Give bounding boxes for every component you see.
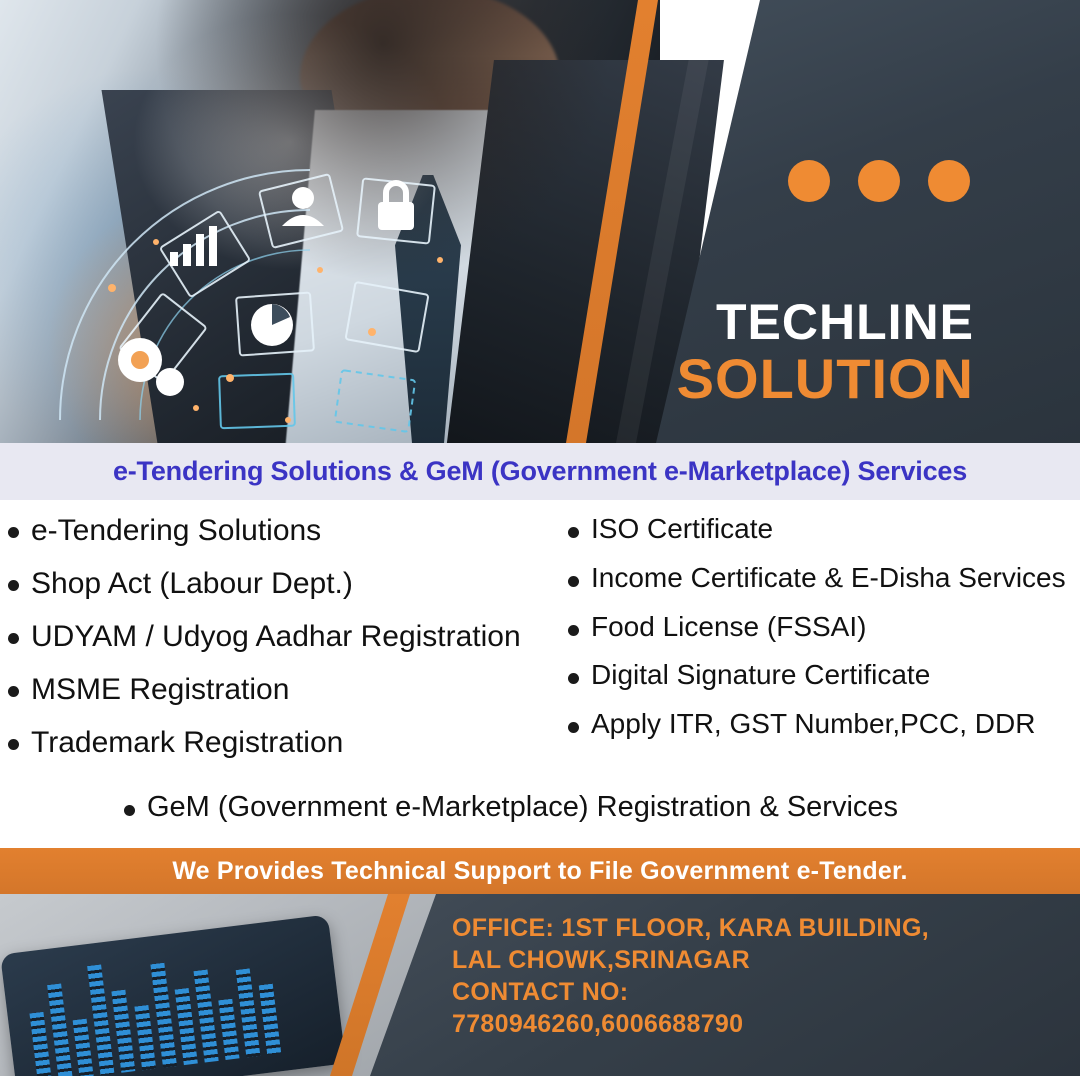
list-item: [568, 563, 1080, 594]
service-label: GeM (Government e-Marketplace) Registration & Services: [147, 791, 899, 823]
support-strip: [0, 848, 1080, 894]
bullet-icon: [568, 673, 579, 684]
bar: [194, 970, 219, 1063]
tablet-device: [0, 914, 346, 1076]
service-label: Trademark Registration: [31, 726, 344, 759]
bar: [175, 988, 198, 1065]
bar: [47, 983, 73, 1076]
bullet-icon: [8, 633, 19, 644]
list-item: [8, 726, 568, 759]
bullet-icon: [568, 576, 579, 587]
services-section: [0, 500, 1080, 848]
services-column-left: [8, 514, 568, 779]
list-item-gem: [124, 792, 898, 824]
bar: [29, 1012, 51, 1076]
service-label: ISO Certificate: [591, 513, 774, 544]
bar: [111, 990, 135, 1073]
bullet-icon: [568, 527, 579, 538]
address-line-2: LAL CHOWK,SRINAGAR: [452, 946, 750, 974]
service-label: MSME Registration: [31, 673, 290, 706]
service-label: e-Tendering Solutions: [31, 514, 322, 547]
hud-graphic: [20, 120, 540, 440]
footer-section: [0, 894, 1080, 1076]
lock-icon: [378, 183, 414, 230]
gear-icon: [118, 338, 184, 396]
bar: [259, 984, 281, 1055]
bar: [150, 963, 177, 1068]
list-item: [8, 620, 568, 653]
contact-label: CONTACT NO:: [452, 978, 629, 1006]
service-label: Digital Signature Certificate: [591, 659, 931, 691]
brand-line-2: SOLUTION: [676, 347, 974, 410]
service-label: Food License (FSSAI): [591, 610, 867, 642]
list-item: [568, 709, 1080, 740]
pie-chart-icon: [251, 304, 293, 346]
bar: [218, 999, 239, 1060]
address-line-1: OFFICE: 1ST FLOOR, KARA BUILDING,: [452, 914, 930, 942]
dot-2: [858, 160, 900, 202]
bullet-icon: [568, 625, 579, 636]
list-item: [568, 660, 1080, 691]
brand-line-1: TECHLINE: [716, 294, 974, 350]
bar: [236, 968, 261, 1057]
bar: [134, 1005, 156, 1070]
service-label: Income Certificate & E-Disha Services: [591, 561, 1066, 593]
contact-numbers: 7780946260,6006688790: [452, 1010, 744, 1038]
bullet-icon: [568, 722, 579, 733]
contact-block: [452, 912, 1072, 1040]
headline-text: e-Tendering Solutions & GeM (Government e-Marketplace) Services: [112, 456, 968, 486]
decorative-dots: [788, 160, 970, 202]
bullet-icon: [8, 739, 19, 750]
bullet-icon: [8, 580, 19, 591]
headline-bar: [0, 443, 1080, 500]
list-item: [8, 673, 568, 706]
list-item: [8, 567, 568, 600]
bar: [73, 1019, 94, 1076]
support-text: We Provides Technical Support to File Government e-Tender.: [172, 856, 908, 885]
dot-1: [788, 160, 830, 202]
bullet-icon: [124, 805, 135, 816]
service-label: Apply ITR, GST Number,PCC, DDR: [591, 708, 1036, 740]
brand-logo: [677, 296, 974, 408]
equalizer-graphic: [24, 938, 281, 1076]
hero-banner: [0, 0, 1080, 443]
dot-3: [928, 160, 970, 202]
list-item: [568, 612, 1080, 643]
service-label: UDYAM / Udyog Aadhar Registration: [31, 620, 521, 653]
service-label: Shop Act (Labour Dept.): [31, 567, 353, 600]
list-item: [568, 514, 1080, 545]
services-column-right: [568, 514, 1080, 758]
user-icon: [282, 187, 324, 226]
face-region: [300, 0, 560, 138]
list-item: [8, 514, 568, 547]
bullet-icon: [8, 686, 19, 697]
bullet-icon: [8, 527, 19, 538]
